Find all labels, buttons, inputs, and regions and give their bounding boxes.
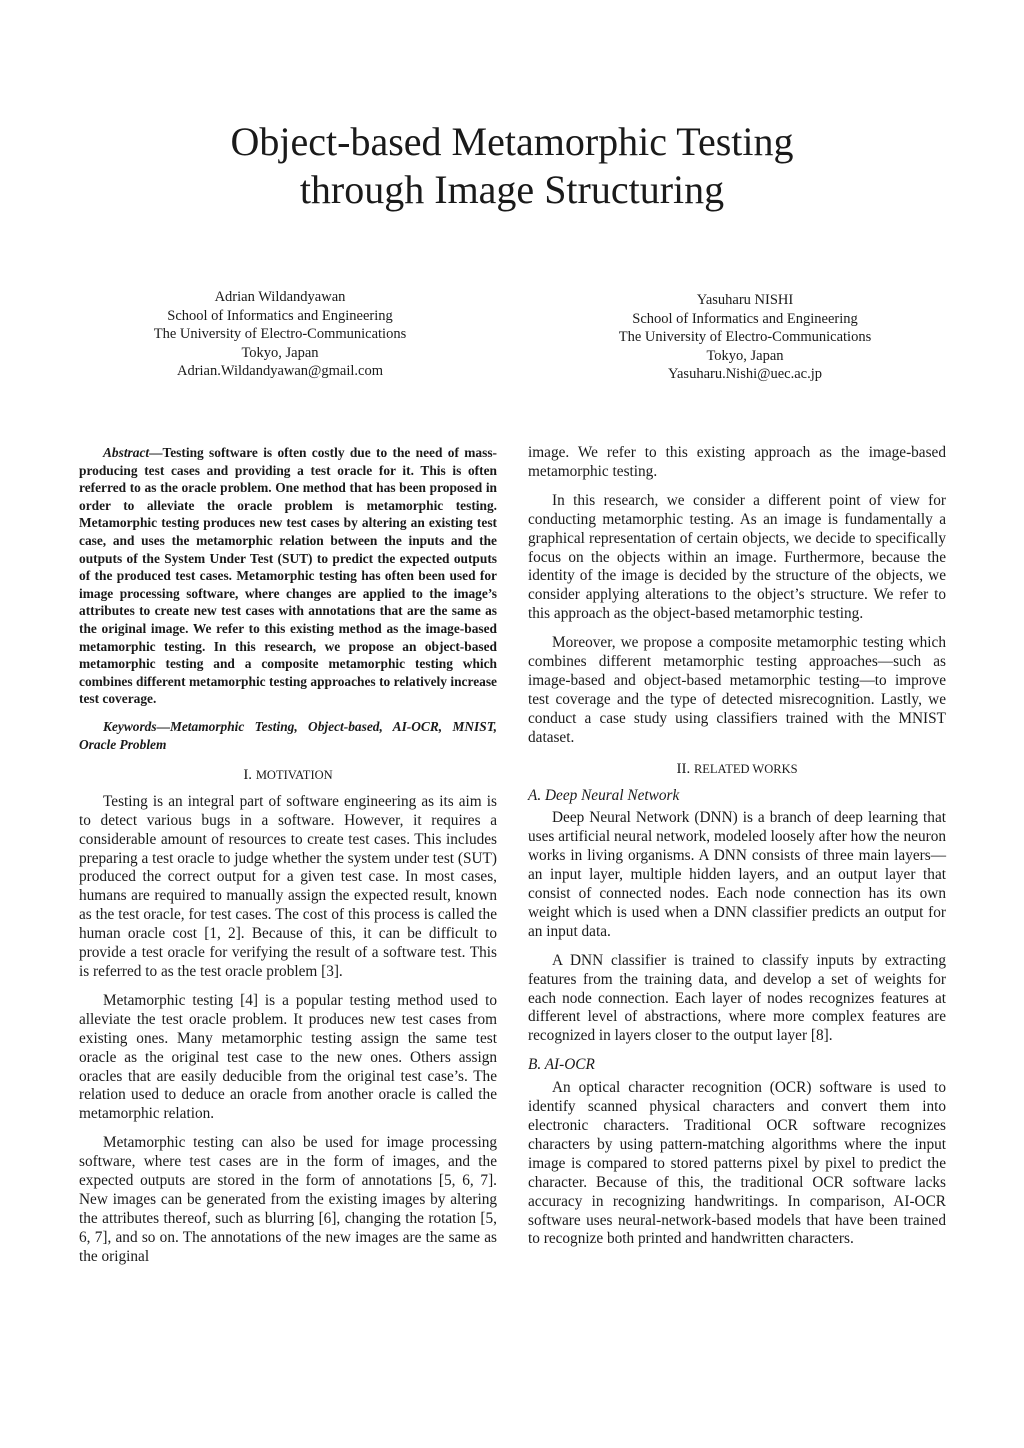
section-heading-motivation — [79, 766, 497, 785]
abstract-lead: Abstract — [103, 445, 150, 460]
author-block-2 — [595, 291, 895, 384]
title-line-2: through Image Structuring — [299, 167, 725, 212]
section-title: MOTIVATION — [255, 767, 333, 782]
paragraph: In this research, we consider a different point of view for conducting metamorphic testing. As an image is fundamentally a graphical representation of certain objects, we decide to specifically focus on the objects within an image. Furthermore, because the identity of the image is decided by the structure of the objects, we consider applying alterations to the object’s structure. We refer to this approach as the object-based metamorphic testing. — [528, 491, 946, 623]
author-email: Adrian.Wildandyawan@gmail.com — [176, 363, 384, 379]
keywords: Keywords—Metamorphic Testing, Object-based, AI-OCR, MNIST, Oracle Problem — [79, 718, 497, 752]
left-column — [79, 444, 497, 1277]
author-location: Tokyo, Japan — [706, 347, 784, 364]
author-block-1 — [130, 288, 430, 381]
paragraph: Metamorphic testing can also be used for image processing software, where test cases are in the form of images, and the expected outputs are stored in the form of annotations [5, 6, 7]. New images can be generated from the existing images by altering the attributes thereof, such as blurring [6], changing the rotation [5, 6, 7], and so on. The annotations of the new images are the same as the original — [79, 1134, 497, 1265]
author-dept: School of Informatics and Engineering — [167, 307, 393, 324]
title-line-1: Object-based Metamorphic Testing — [230, 119, 794, 164]
subsection-heading-dnn: A. Deep Neural Network — [528, 786, 680, 804]
author-dept: School of Informatics and Engineering — [632, 310, 858, 327]
author-email: Yasuharu.Nishi@uec.ac.jp — [667, 366, 823, 382]
section-heading-related-works — [528, 760, 946, 779]
abstract — [79, 444, 497, 708]
paragraph: Metamorphic testing [4] is a popular testing method used to alleviate the test oracle problem. It produces new test cases from existing ones. Many metamorphic testing assign the same test oracle as the original test case to the new ones. Others assign oracles that are easily deducible from the original test case’s. The relation used to deduce an oracle from another oracle is called the metamorphic relation. — [79, 991, 497, 1123]
author-univ: The University of Electro-Communications — [618, 329, 872, 345]
subsection-heading-ai-ocr: B. AI-OCR — [528, 1056, 595, 1074]
section-number: II. — [676, 760, 691, 777]
author-univ: The University of Electro-Communications — [153, 326, 407, 342]
author-name: Yasuharu NISHI — [696, 292, 794, 308]
paragraph: A DNN classifier is trained to classify inputs by extracting features from the training data, and develop a set of weights for each node connection. Each layer of nodes recognizes features at different level of abstractions, where more complex features are recognized in layers closer to the output layer [8]. — [528, 951, 946, 1045]
paper-title — [0, 118, 1024, 214]
author-location: Tokyo, Japan — [241, 344, 319, 361]
right-column — [528, 444, 946, 1259]
paragraph: An optical character recognition (OCR) software is used to identify scanned physical characters and convert them into electronic characters. Traditional OCR software recognizes characters by using pattern-matching algorithms where the input image is compared to stored patterns pixel by pixel to predict the character. Because of this, the traditional OCR software lacks accuracy in recognizing handwritings. In comparison, AI-OCR software uses neural-network-based models that have been trained to recognize both printed and handwritten characters. — [528, 1079, 946, 1248]
paragraph-continued: image. We refer to this existing approach as the image-based metamorphic testing. — [528, 444, 946, 480]
author-name: Adrian Wildandyawan — [214, 289, 346, 305]
paragraph: Moreover, we propose a composite metamorphic testing which combines different metamorphic testing approaches—such as image-based and object-based metamorphic testing—to improve test coverage and the type of detected misrecognition. Lastly, we conduct a case study using classifiers trained with the MNIST dataset. — [528, 634, 946, 746]
section-number: I. — [243, 766, 253, 783]
section-title: RELATED WORKS — [693, 761, 798, 776]
paragraph: Testing is an integral part of software engineering as its aim is to detect various bugs in a software. However, it requires a considerable amount of resources to create test cases. This includes preparing a test oracle to judge whether the system under test (SUT) produced the correct output for a given test case. In most cases, humans are required to manually assign the expected result, known as the test oracle, for test cases. The cost of this process is called the human oracle cost [1, 2]. Because of this, it can be difficult to provide a test oracle for verifying the result of a software test. This is referred to as the test oracle problem [3]. — [79, 792, 497, 980]
abstract-text: —Testing software is often costly due to the need of mass-producing test cases and providing a test oracle for it. This is often referred to as the oracle problem. One method that has been proposed in order to alleviate the oracle problem is metamorphic testing. Metamorphic testing produces new test cases by altering an existing test case, and uses the metamorphic relation between the inputs and the outputs of the System Under Test (SUT) to predict the expected outputs of the produced test cases. Metamorphic testing has often been used for image processing software, where changes are applied to the image’s attributes to create new test cases with annotations that are the same as the original image. We refer to this existing method as the image-based metamorphic testing. In this research, we propose an object-based metamorphic testing and a composite metamorphic testing which combines different metamorphic testing approaches to relatively increase test coverage. — [79, 445, 497, 707]
paragraph: Deep Neural Network (DNN) is a branch of deep learning that uses artificial neural network, modeled loosely after how the neuron works in living organisms. A DNN consists of three main layers—an input layer, multiple hidden layers, and an output layer that consist of connected nodes. Each node connection has its own weight which is used when a DNN classifier predicts an output for an input data. — [528, 809, 946, 940]
